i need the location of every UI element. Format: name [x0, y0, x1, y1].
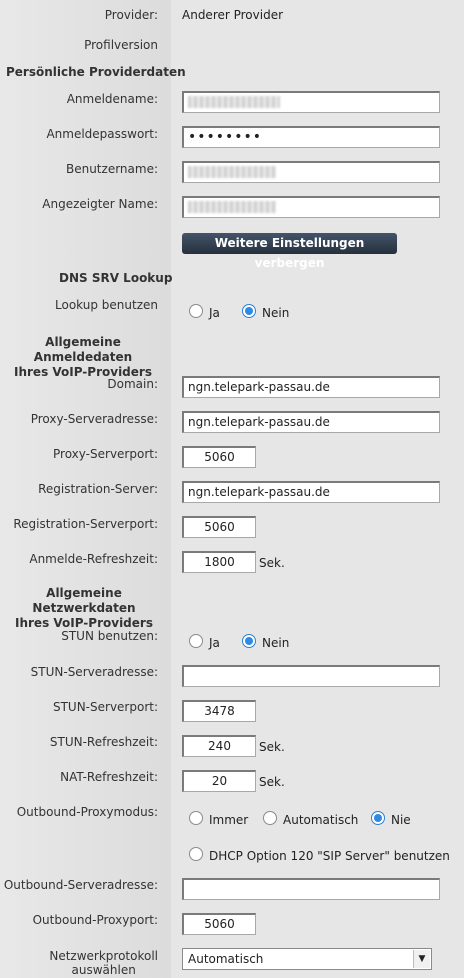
anmeldename-label: Anmeldename:: [66, 92, 158, 106]
angezeigter-name-label: Angezeigter Name:: [42, 197, 158, 211]
outbound-mode-immer-label: Immer: [209, 813, 249, 827]
chevron-down-icon[interactable]: ▼: [413, 950, 430, 968]
redacted-value: [188, 166, 276, 178]
registration-serverport-input[interactable]: 5060: [182, 516, 256, 538]
stun-refreshzeit-label: STUN-Refreshzeit:: [49, 735, 158, 749]
anmelde-refreshzeit-input[interactable]: 1800: [182, 551, 256, 573]
anmeldepasswort-label: Anmeldepasswort:: [46, 127, 158, 141]
radio-checked-icon: [242, 634, 256, 648]
outbound-mode-nie-label: Nie: [391, 813, 411, 827]
stun-radio-nein-label: Nein: [262, 636, 290, 650]
radio-checked-icon: [371, 811, 385, 825]
outbound-proxyport-input[interactable]: 5060: [182, 913, 256, 935]
lookup-radio-nein-label: Nein: [262, 306, 290, 320]
benutzername-input[interactable]: [182, 161, 440, 183]
anmeldename-input[interactable]: [182, 91, 440, 113]
outbound-proxymodus-label: Outbound-Proxymodus:: [16, 805, 158, 819]
proxy-serverport-input[interactable]: 5060: [182, 446, 256, 468]
section-title-personal: Persönliche Providerdaten: [6, 65, 186, 79]
angezeigter-name-input[interactable]: [182, 196, 440, 218]
anmeldepasswort-input[interactable]: ••••••••: [182, 126, 440, 148]
redacted-value: [188, 96, 280, 108]
section-title-network: [5, 586, 163, 631]
nat-refreshzeit-label: NAT-Refreshzeit:: [60, 770, 158, 784]
outbound-mode-dhcp-label: DHCP Option 120 "SIP Server" benutzen: [209, 849, 450, 863]
radio-unchecked-icon: [189, 847, 203, 861]
stun-refreshzeit-input[interactable]: 240: [182, 735, 256, 757]
stun-serveradresse-label: STUN-Serveradresse:: [30, 665, 158, 679]
section-title-network-line1: Allgemeine Netzwerkdaten: [32, 586, 136, 615]
stun-radio-nein[interactable]: [242, 636, 289, 651]
section-title-dns: DNS SRV Lookup: [59, 271, 173, 285]
section-title-login-line1: Allgemeine Anmeldedaten: [33, 335, 133, 364]
stun-serverport-label: STUN-Serverport:: [52, 700, 158, 714]
stun-radio-ja[interactable]: [189, 636, 220, 651]
redacted-value: [188, 201, 276, 213]
netzwerkprotokoll-label-line1: Netzwerkprotokoll: [49, 949, 158, 963]
outbound-mode-automatisch-label: Automatisch: [283, 813, 359, 827]
anmelde-refreshzeit-unit: Sek.: [259, 556, 285, 570]
netzwerkprotokoll-select[interactable]: [182, 948, 432, 970]
nat-refreshzeit-unit: Sek.: [259, 775, 285, 789]
stun-radio-ja-label: Ja: [209, 636, 220, 650]
registration-serverport-label: Registration-Serverport:: [13, 517, 158, 531]
stun-refreshzeit-unit: Sek.: [259, 740, 285, 754]
lookup-radio-ja-label: Ja: [209, 306, 220, 320]
provider-label: Provider:: [104, 8, 158, 22]
netzwerkprotokoll-label: [49, 949, 158, 977]
radio-unchecked-icon: [189, 634, 203, 648]
radio-unchecked-icon: [263, 811, 277, 825]
section-title-network-line2: Ihres VoIP-Providers: [15, 616, 153, 630]
stun-benutzen-label: STUN benutzen:: [61, 629, 158, 643]
radio-unchecked-icon: [189, 811, 203, 825]
outbound-serveradresse-label: Outbound-Serveradresse:: [3, 878, 158, 892]
outbound-mode-radio-immer[interactable]: [189, 813, 248, 828]
provider-value: Anderer Provider: [182, 8, 284, 22]
section-title-login-line2: Ihres VoIP-Providers: [14, 365, 152, 379]
netzwerkprotokoll-label-line2: auswählen: [71, 963, 136, 977]
toggle-settings-button[interactable]: Weitere Einstellungen verbergen: [182, 233, 397, 254]
radio-unchecked-icon: [189, 304, 203, 318]
domain-label: Domain:: [107, 377, 158, 391]
outbound-proxyport-label: Outbound-Proxyport:: [32, 913, 158, 927]
outbound-mode-radio-dhcp[interactable]: [189, 849, 450, 864]
anmelde-refreshzeit-label: Anmelde-Refreshzeit:: [29, 552, 158, 566]
stun-serveradresse-input[interactable]: [182, 665, 440, 687]
domain-input[interactable]: ngn.telepark-passau.de: [182, 376, 440, 398]
stun-serverport-input[interactable]: 3478: [182, 700, 256, 722]
nat-refreshzeit-input[interactable]: 20: [182, 770, 256, 792]
benutzername-label: Benutzername:: [65, 162, 158, 176]
outbound-mode-radio-automatisch[interactable]: [263, 813, 358, 828]
profilversion-label: Profilversion: [84, 38, 158, 52]
radio-checked-icon: [242, 304, 256, 318]
proxy-serverport-label: Proxy-Serverport:: [53, 447, 158, 461]
outbound-serveradresse-input[interactable]: [182, 878, 440, 900]
netzwerkprotokoll-selected-value: Automatisch: [188, 952, 264, 966]
proxy-serveradresse-input[interactable]: ngn.telepark-passau.de: [182, 411, 440, 433]
registration-server-input[interactable]: ngn.telepark-passau.de: [182, 481, 440, 503]
section-title-login: [8, 335, 158, 380]
lookup-label: Lookup benutzen: [55, 298, 158, 312]
registration-server-label: Registration-Server:: [38, 482, 158, 496]
lookup-radio-ja[interactable]: [189, 306, 220, 321]
proxy-serveradresse-label: Proxy-Serveradresse:: [30, 412, 158, 426]
outbound-mode-radio-nie[interactable]: [371, 813, 411, 828]
lookup-radio-nein[interactable]: [242, 306, 289, 321]
